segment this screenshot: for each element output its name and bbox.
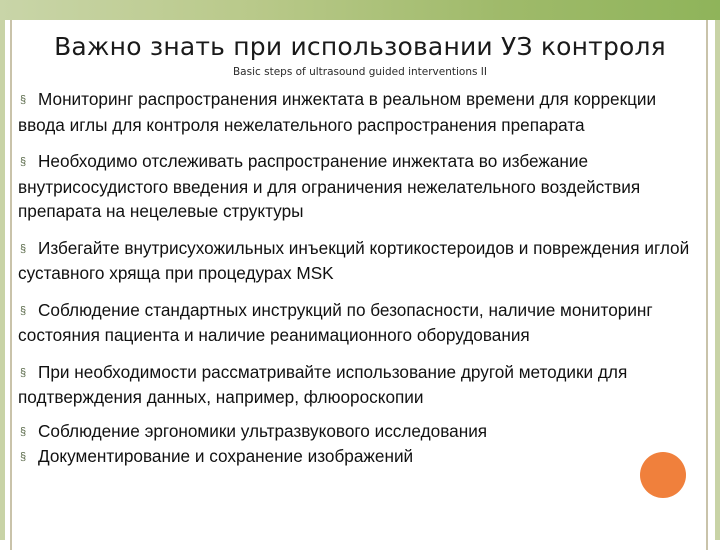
list-item — [18, 87, 698, 137]
list-item-text: Документирование и сохранение изображений — [38, 446, 414, 466]
list-item-text: Соблюдение стандартных инструкций по безопасности, наличие мониторинг состояния пациента и наличие реанимационного оборудования — [18, 299, 653, 345]
list-item-text: Мониторинг распространения инжектата в реальном времени для коррекции ввода иглы для контроля нежелательного распространения препарата — [18, 89, 657, 135]
bullet-list — [18, 87, 698, 470]
bullet-icon: § — [20, 156, 27, 168]
bullet-icon: § — [20, 451, 27, 463]
list-item — [18, 298, 698, 348]
bullet-icon: § — [20, 366, 27, 379]
slide-subtitle: Basic steps of ultrasound guided interventions II — [232, 66, 488, 78]
left-border-strip — [0, 0, 5, 540]
list-item-text: Избегайте внутрисухожильных инъекций кортикостероидов и повреждения иглой суставного хряща при процедурах MSK — [18, 237, 690, 283]
bullet-icon: § — [20, 425, 27, 438]
decorative-circle — [640, 452, 686, 498]
bullet-icon: § — [20, 242, 27, 255]
list-item — [18, 149, 698, 224]
list-item-text: При необходимости рассматривайте использование другой методики для подтверждения данных, например, флюороскопии — [18, 361, 628, 407]
list-item — [18, 419, 698, 445]
list-item — [18, 236, 698, 286]
list-item-text: Соблюдение эргономики ультразвукового исследования — [38, 420, 488, 441]
slide-title: Важно знать при использовании УЗ контроля — [54, 32, 666, 61]
right-border-strip — [715, 0, 720, 540]
bullet-icon: § — [20, 304, 27, 317]
bullet-icon: § — [20, 94, 27, 106]
list-item — [18, 444, 698, 470]
list-item-text: Необходимо отслеживать распространение инжектата во избежание внутрисосудистого введения и для ограничения нежелательного воздействия препарата на нецелевые структуры — [18, 151, 641, 221]
top-decorative-bar — [0, 0, 720, 20]
list-item — [18, 360, 698, 410]
